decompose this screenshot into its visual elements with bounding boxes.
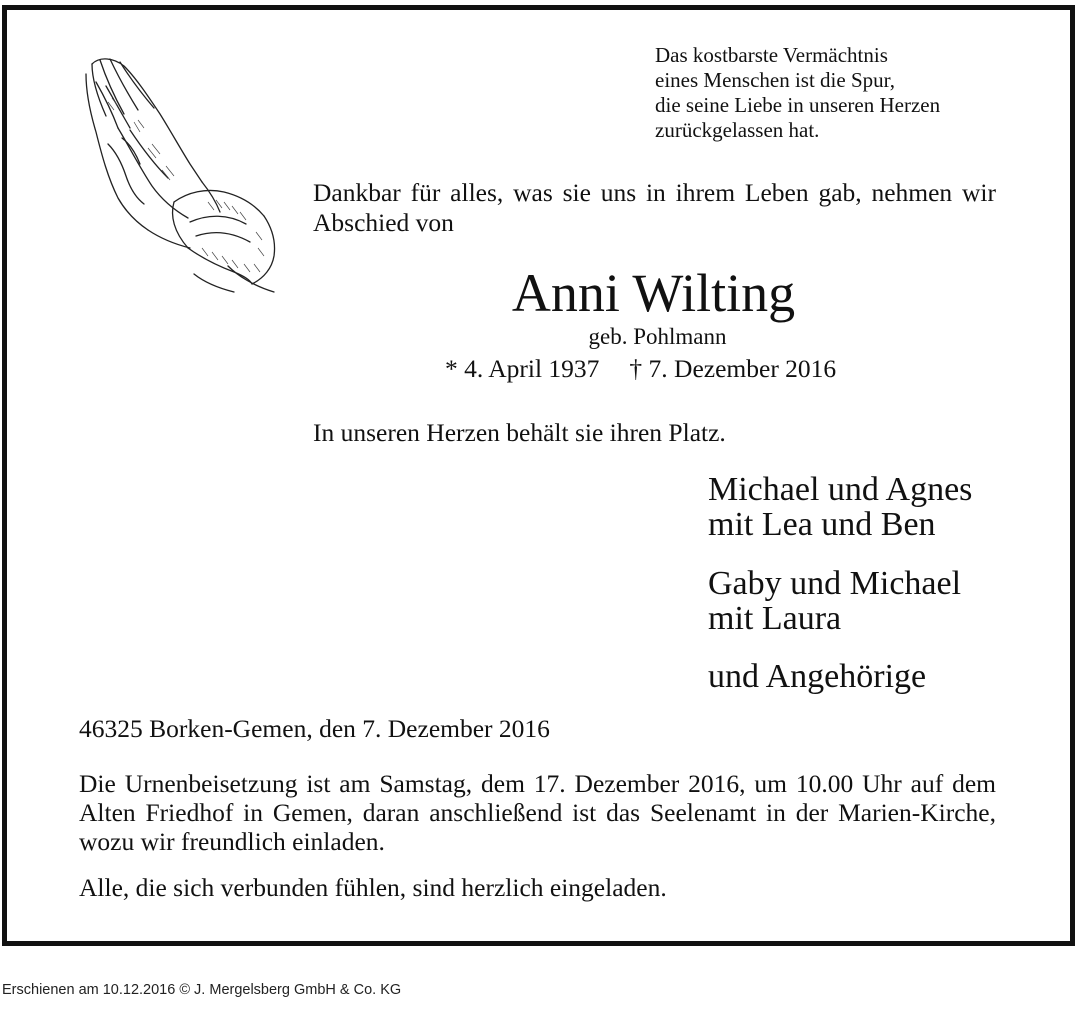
death-date: † 7. Dezember 2016 [629,354,837,383]
family-group [708,566,961,636]
service-information: Die Urnenbeisetzung ist am Samstag, dem 17. Dezember 2016, um 10.00 Uhr auf dem Alten Friedhof in Gemen, daran anschließend ist das Seelenamt in der Marien-Kirche, wozu wir freundlich einladen. [79,769,996,856]
quote-line: Das kostbarste Vermächtnis [655,43,888,67]
family-group [708,472,972,542]
birth-name: geb. Pohlmann [588,324,727,349]
quote-line: eines Menschen ist die Spur, [655,68,896,92]
quote-line: zurückgelassen hat. [655,118,820,142]
place-and-date: 46325 Borken-Gemen, den 7. Dezember 2016 [79,714,550,743]
family-line: und Angehörige [708,658,927,695]
quote-line: die seine Liebe in unseren Herzen [655,93,941,117]
memorial-quote [655,43,940,143]
family-group [708,659,926,694]
deceased-name-row [0,262,1075,324]
life-dates [445,354,836,384]
intro-text: Dankbar für alles, was sie uns in ihrem Leben gab, nehmen wir Abschied von [313,178,996,237]
publication-footer: Erschienen am 10.12.2016 © J. Mergelsberg GmbH & Co. KG [2,982,402,998]
birth-date: * 4. April 1937 [445,354,600,383]
family-line: Gaby und Michael [708,565,962,602]
family-line: Michael und Agnes [708,471,973,508]
family-line: mit Lea und Ben [708,506,936,543]
remembrance-text: In unseren Herzen behält sie ihren Platz. [313,418,726,447]
deceased-name: Anni Wilting [511,263,796,323]
invitation-text: Alle, die sich verbunden fühlen, sind herzlich eingeladen. [79,873,667,902]
praying-hands-icon [78,52,283,297]
family-line: mit Laura [708,600,842,637]
birth-name-row [0,323,1075,351]
